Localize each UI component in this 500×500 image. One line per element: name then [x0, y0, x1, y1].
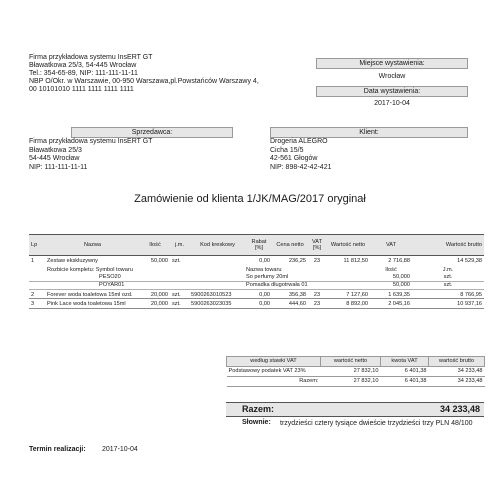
- issue-place-label: Miejsce wystawienia:: [316, 58, 468, 69]
- words-label: Słownie:: [242, 419, 271, 426]
- cell-net-value: 7 127,60: [326, 289, 370, 299]
- vat-gross: 34 233,48: [429, 367, 485, 377]
- cell-gross-value: 10 937,16: [412, 299, 484, 309]
- table-row: [29, 256, 484, 265]
- cell-vat: 1 639,35: [370, 289, 412, 299]
- cell-vat-rate: 23: [308, 299, 326, 309]
- client-heading: Klient:: [270, 127, 468, 138]
- bundle-header-name: Nazwa towaru: [246, 266, 282, 273]
- seller-header-line: Bławatkowa 25/3, 54-445 Wrocław: [29, 62, 137, 69]
- cell-name: Pink Lace woda toaletowa 15ml: [45, 299, 140, 309]
- vat-total-label: Razem:: [227, 377, 321, 387]
- bundle-header-unit: J.m.: [442, 266, 454, 273]
- vat-total-gross: 34 233,48: [429, 377, 485, 387]
- client-line: Cicha 15/5: [270, 146, 304, 154]
- cell-lp: 1: [31, 258, 35, 264]
- bundle-header-qty: Ilość: [385, 266, 397, 273]
- vat-col-vat: kwota VAT: [381, 357, 429, 367]
- vat-col-gross: wartość brutto: [429, 357, 485, 367]
- cell-barcode: 5900263023035: [189, 299, 246, 309]
- cell-vat-rate: 23: [308, 289, 326, 299]
- seller-line: Firma przykładowa systemu InsERT GT: [29, 138, 153, 145]
- cell-unit: szt.: [170, 299, 189, 309]
- col-name: Nazwa: [45, 235, 140, 256]
- bundle-qty: 50,000: [370, 281, 412, 289]
- words-text: trzydzieści cztery tysiące dwieście trzydzieści trzy PLN 48/100: [280, 420, 473, 427]
- cell-discount: 0,00: [259, 258, 270, 264]
- vat-amount: 6 401,38: [381, 367, 429, 377]
- bundle-unit: szt.: [412, 274, 484, 282]
- col-unit: j.m.: [170, 235, 189, 256]
- seller-line: Bławatkowa 25/3: [29, 146, 82, 154]
- issue-date-value: 2017-10-04: [374, 100, 410, 107]
- cell-net-price: 236,25: [288, 258, 306, 264]
- col-vat: VAT: [370, 235, 412, 256]
- seller-header-line: Firma przykładowa systemu InsERT GT: [29, 54, 153, 61]
- bundle-header-symbol: Rozbicie kompletu: Symbol towaru: [47, 266, 133, 273]
- col-discount: Rabat [%]: [246, 235, 272, 256]
- cell-vat: 2 045,16: [370, 299, 412, 309]
- cell-barcode: [189, 256, 246, 265]
- table-row: [29, 289, 484, 299]
- bundle-symbol: POYAR01: [45, 281, 246, 289]
- term-label: Termin realizacji:: [29, 446, 86, 453]
- client-block: [270, 127, 468, 172]
- cell-net-price: 444,60: [272, 299, 308, 309]
- seller-line: NIP: 111-111-11-11: [29, 163, 88, 171]
- items-table: [29, 234, 484, 309]
- cell-net-value: 8 892,00: [326, 299, 370, 309]
- bundle-name: Pomadka długotrwała 01: [246, 281, 370, 289]
- bundle-symbol: PESO20: [45, 274, 246, 282]
- cell-gross-value: 14 529,38: [457, 258, 482, 264]
- col-vat-rate: VAT [%]: [308, 235, 326, 256]
- seller-header: [29, 54, 259, 94]
- vat-total-net: 27 832,10: [321, 377, 381, 387]
- cell-gross-value: 8 766,95: [412, 289, 484, 299]
- issue-place-value: Wrocław: [378, 73, 406, 80]
- table-row: [29, 299, 484, 309]
- term-value: 2017-10-04: [102, 446, 138, 453]
- cell-name: Forever woda toaletowa 15ml ozd.: [45, 289, 140, 299]
- cell-qty: 20,000: [140, 299, 170, 309]
- bundle-row: [29, 281, 484, 289]
- bundle-name: So perfumy 20ml: [246, 274, 370, 282]
- client-line: Drogeria ALEGRO: [270, 138, 328, 145]
- cell-discount: 0,00: [246, 299, 272, 309]
- cell-net-value: 11 812,50: [343, 258, 368, 264]
- col-net-price: Cena netto: [272, 235, 308, 256]
- cell-vat-rate: 23: [313, 258, 321, 264]
- issue-date-label: Data wystawienia:: [316, 86, 468, 97]
- cell-name: Zestaw ekskluzywny: [47, 258, 98, 264]
- items-header-row: [29, 235, 484, 256]
- col-gross-value: Wartość brutto: [412, 235, 484, 256]
- seller-line: 54-445 Wrocław: [29, 155, 80, 162]
- cell-unit: szt.: [170, 289, 189, 299]
- issue-info: [316, 58, 468, 108]
- bundle-qty: 50,000: [370, 274, 412, 282]
- seller-header-line: NBP O/Okr. w Warszawie, 00-950 Warszawa,pl.Powstańców Warszawy 4,: [29, 78, 259, 85]
- client-line: 42-561 Głogów: [270, 155, 318, 162]
- grand-total-label: Razem:: [242, 404, 275, 414]
- col-net-value: Wartość netto: [326, 235, 370, 256]
- vat-rate: Podstawowy podatek VAT 23%: [227, 367, 321, 377]
- vat-net: 27 832,10: [321, 367, 381, 377]
- cell-lp: 2: [29, 289, 45, 299]
- col-qty: Ilość: [140, 235, 170, 256]
- document-title: Zamówienie od klienta 1/JK/MAG/2017 oryginał: [134, 193, 366, 205]
- client-line: NIP: 898-42-42-421: [270, 163, 332, 171]
- cell-vat: 2 716,88: [388, 258, 410, 264]
- cell-qty: 20,000: [140, 289, 170, 299]
- seller-heading: Sprzedawca:: [71, 127, 233, 138]
- vat-col-rate: według stawki VAT: [227, 357, 321, 367]
- cell-barcode: 5900263010523: [189, 289, 246, 299]
- seller-header-line: Tel.: 354-65-89, NIP: 111-111-11-11: [29, 70, 138, 77]
- cell-qty: 50,000: [150, 258, 168, 264]
- vat-summary-table: [226, 356, 485, 387]
- vat-total-row: [227, 377, 485, 387]
- grand-total-bar: [226, 402, 484, 417]
- bundle-unit: szt.: [412, 281, 484, 289]
- vat-col-net: wartość netto: [321, 357, 381, 367]
- vat-header-row: [227, 357, 485, 367]
- cell-lp: 3: [29, 299, 45, 309]
- seller-block: [29, 127, 234, 172]
- grand-total-value: 34 233,48: [439, 404, 480, 414]
- bundle-header-row: [29, 265, 484, 274]
- cell-unit: szt.: [172, 258, 181, 264]
- cell-net-price: 356,38: [272, 289, 308, 299]
- vat-total-vat: 6 401,38: [381, 377, 429, 387]
- col-lp: Lp: [29, 235, 45, 256]
- col-barcode: Kod kreskowy: [189, 235, 246, 256]
- vat-row: [227, 367, 485, 377]
- seller-header-line: 00 10101010 1111 1111 1111 1111: [29, 86, 134, 93]
- cell-discount: 0,00: [246, 289, 272, 299]
- bundle-row: [29, 274, 484, 282]
